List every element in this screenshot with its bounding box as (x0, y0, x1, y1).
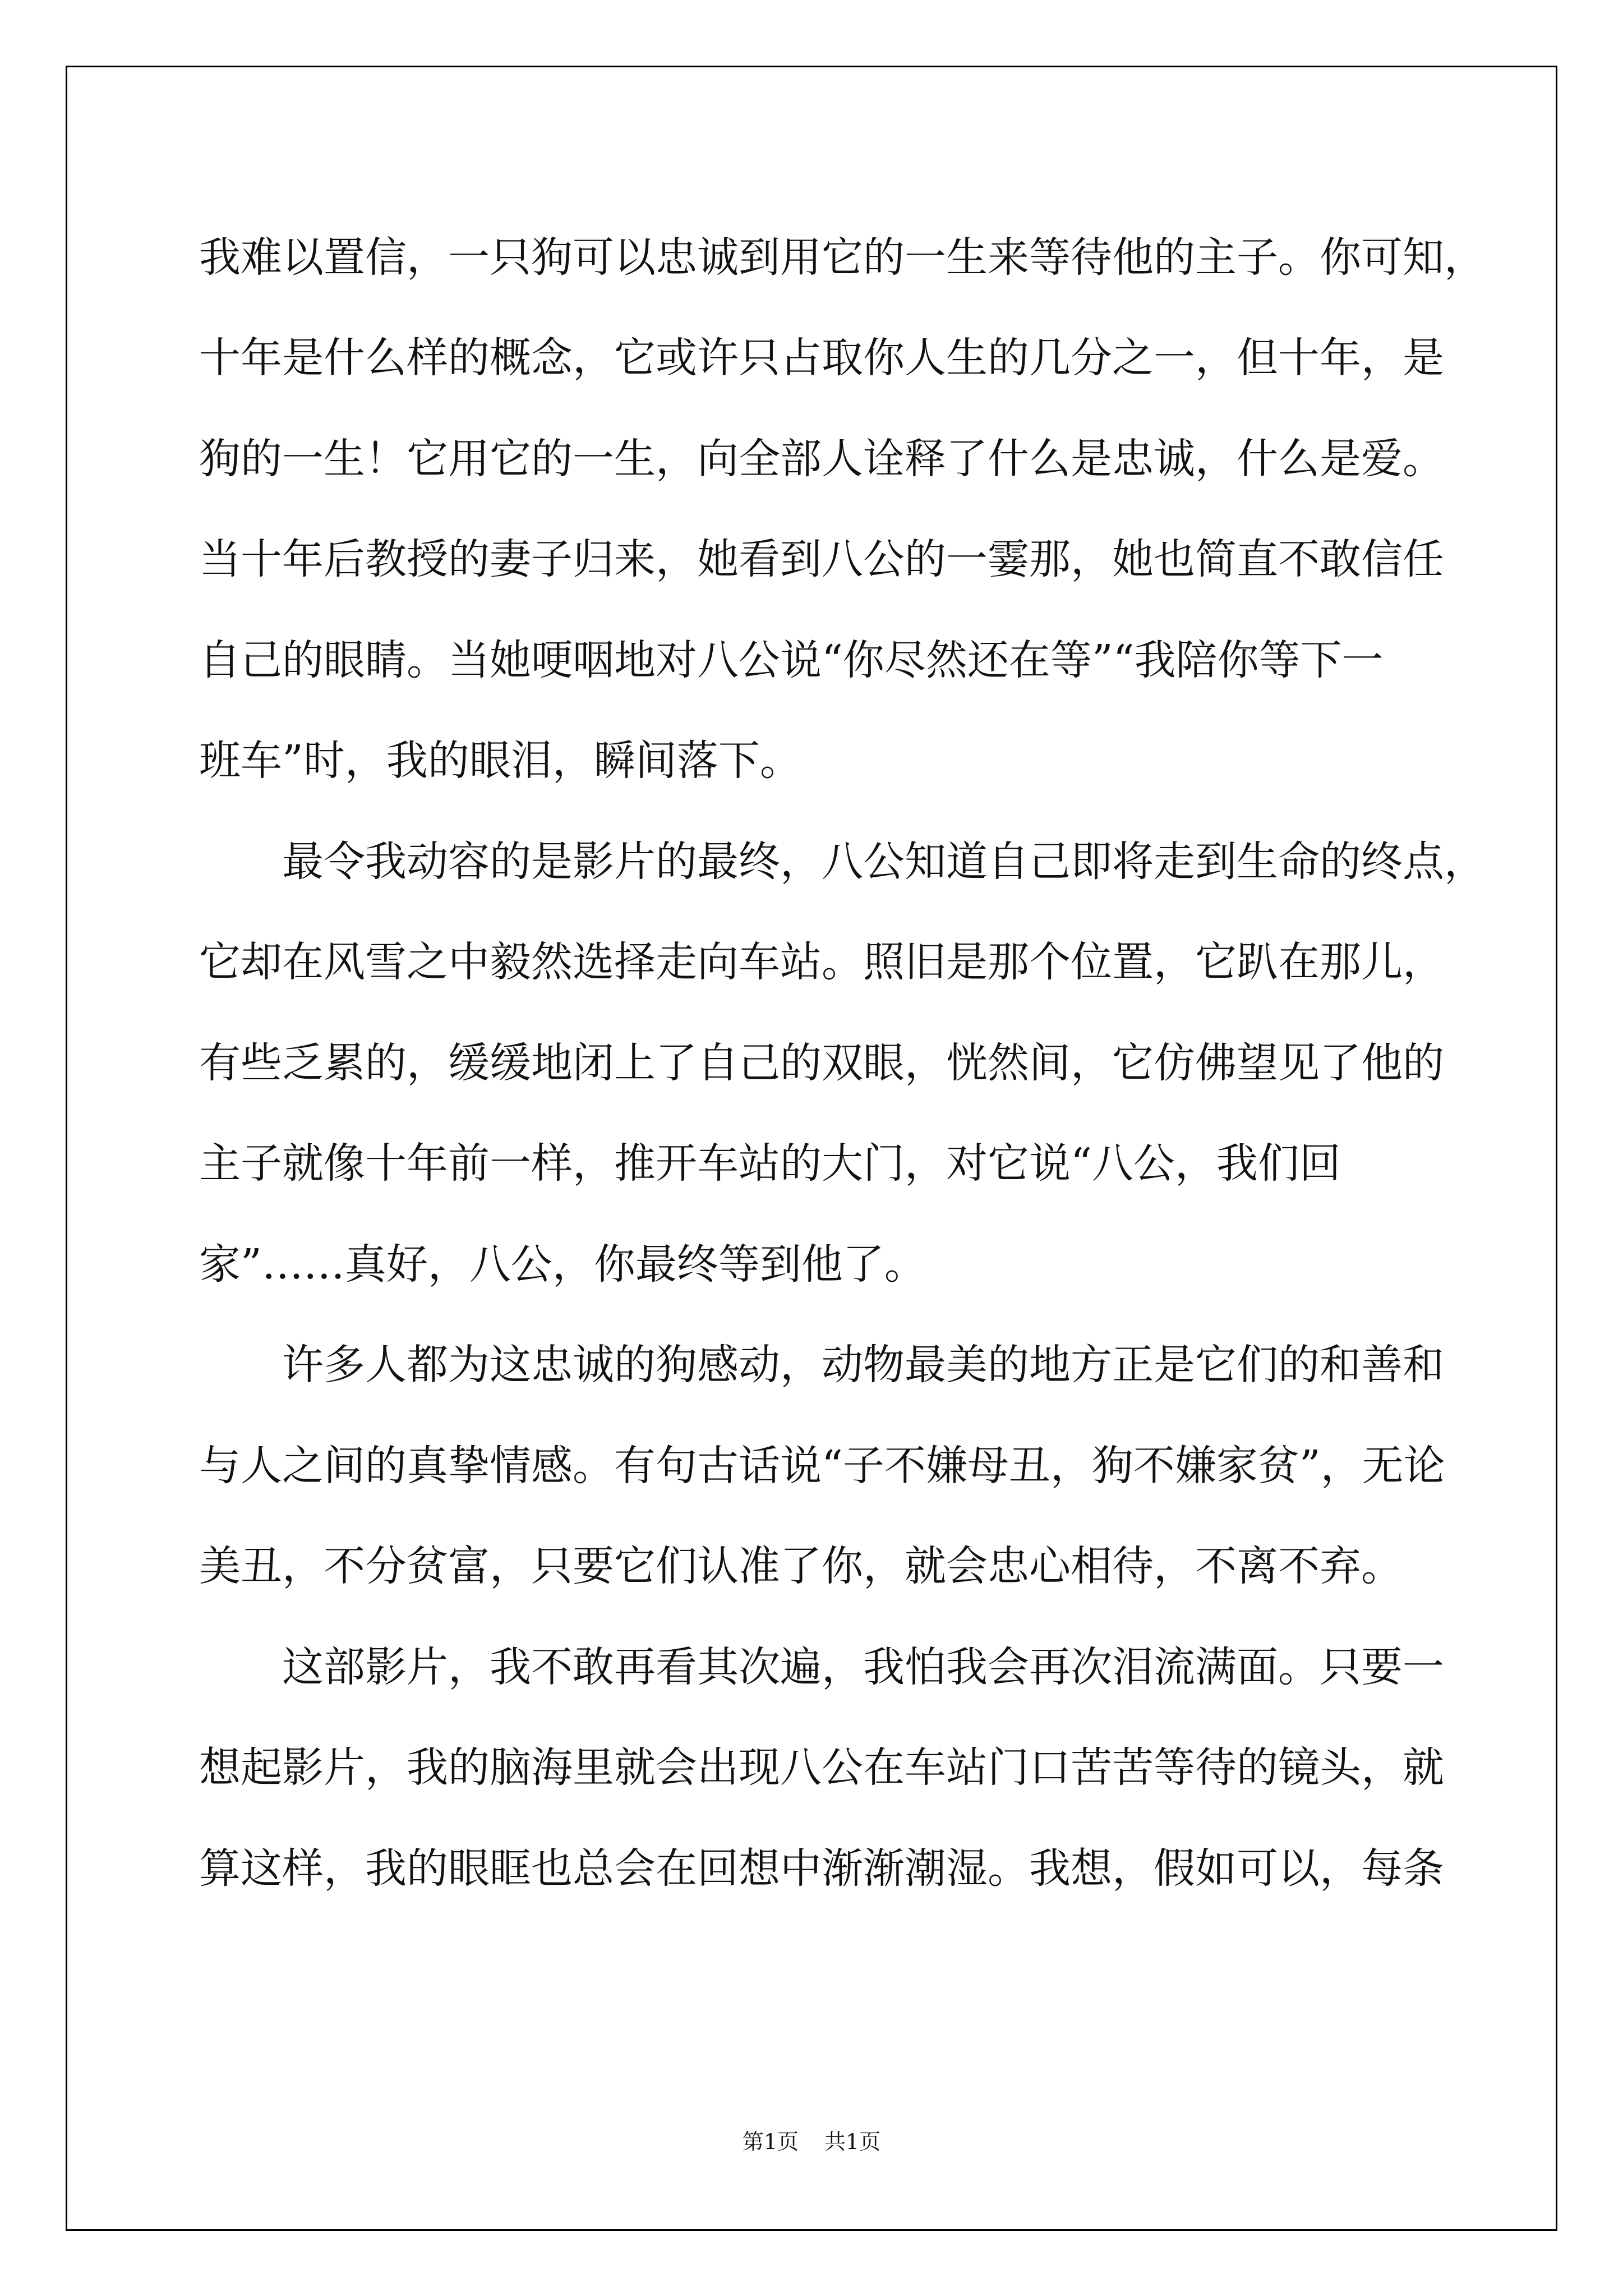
page-total: 共1页 (824, 2129, 881, 2154)
text-line: 狗的一生！它用它的一生，向全部人诠释了什么是忠诚，什么是爱。 (199, 435, 1444, 483)
text-line: 它却在风雪之中毅然选择走向车站。照旧是那个位置，它趴在那儿， (199, 938, 1444, 986)
text-line: 主子就像十年前一样，推开车站的大门，对它说“八公，我们回 (199, 1139, 1341, 1188)
text-line: 十年是什么样的概念，它或许只占取你人生的几分之一，但十年，是 (199, 334, 1444, 382)
text-line: 算这样，我的眼眶也总会在回想中渐渐潮湿。我想，假如可以，每条 (199, 1844, 1444, 1893)
text-line: 班车”时，我的眼泪，瞬间落下。 (199, 737, 801, 785)
text-line: 家”……真好，八公，你最终等到他了。 (199, 1240, 926, 1289)
text-line: 想起影片，我的脑海里就会出现八公在车站门口苦苦等待的镜头，就 (199, 1743, 1444, 1792)
page-number: 第1页 (742, 2129, 799, 2154)
text-line: 我难以置信，一只狗可以忠诚到用它的一生来等待他的主子。你可知， (199, 233, 1486, 282)
paragraph-first-line: 这部影片，我不敢再看其次遍，我怕我会再次泪流满面。只要一 (282, 1643, 1444, 1691)
text-line: 与人之间的真挚情感。有句古话说“子不嫌母丑，狗不嫌家贫”，无论 (199, 1442, 1445, 1490)
paragraph-first-line: 最令我动容的是影片的最终，八公知道自己即将走到生命的终点， (282, 838, 1486, 886)
paragraph-first-line: 许多人都为这忠诚的狗感动，动物最美的地方正是它们的和善和 (282, 1341, 1444, 1389)
text-line: 美丑，不分贫富，只要它们认准了你，就会忠心相待，不离不弃。 (199, 1542, 1403, 1590)
text-line: 有些乏累的，缓缓地闭上了自己的双眼，恍然间，它仿佛望见了他的 (199, 1039, 1444, 1087)
page-footer (0, 2128, 1623, 2156)
text-line: 自己的眼睛。当她哽咽地对八公说“你尽然还在等”“我陪你等下一 (199, 636, 1384, 684)
text-line: 当十年后教授的妻子归来，她看到八公的一霎那，她也简直不敢信任 (199, 535, 1444, 583)
